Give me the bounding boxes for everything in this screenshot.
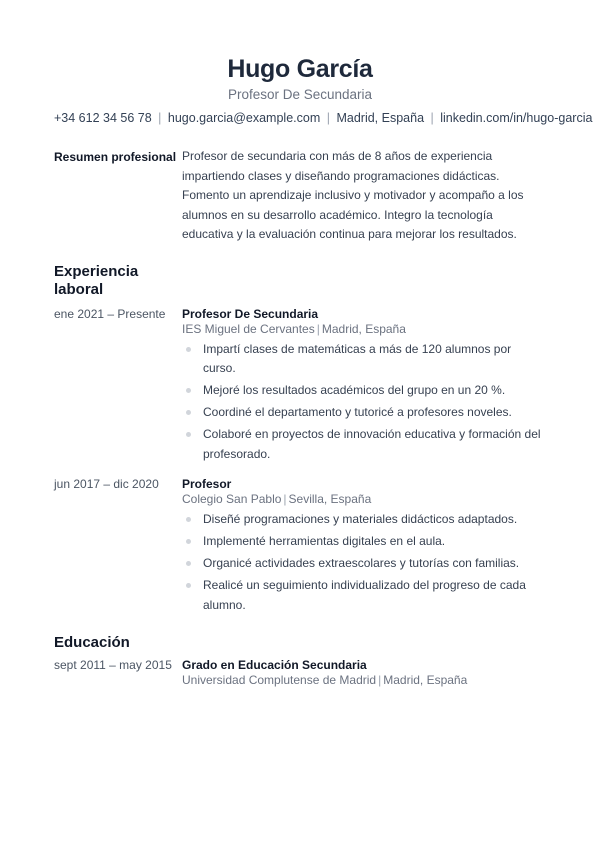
org-separator: | (283, 491, 287, 506)
contact-linkedin[interactable]: linkedin.com/in/hugo-garcia (440, 111, 593, 125)
job-entry (54, 307, 546, 467)
job-title: Profesor De Secundaria (182, 306, 319, 321)
list-item (182, 403, 546, 423)
bullet-text: Implementé herramientas digitales en el aula. (203, 533, 446, 548)
job-organization (182, 322, 546, 337)
bullet-text: Diseñé programaciones y materiales didácticos adaptados. (203, 511, 518, 526)
contact-separator: | (430, 111, 434, 125)
bullet-icon (186, 583, 191, 588)
job-dates: ene 2021 – Presente (54, 306, 166, 321)
job-bullets (182, 510, 546, 615)
candidate-name: Hugo García (227, 55, 373, 83)
experience-section-title: Experiencia laboral (54, 262, 139, 298)
bullet-icon (186, 517, 191, 522)
bullet-icon (186, 347, 191, 352)
job-location: Madrid, España (321, 321, 406, 336)
list-item (182, 554, 546, 574)
institution-location: Madrid, España (383, 673, 468, 688)
bullet-text: Coordiné el departamento y tutoricé a profesores noveles. (203, 405, 512, 420)
job-entry (54, 477, 546, 618)
list-item (182, 510, 546, 530)
summary-label: Resumen profesional (54, 150, 177, 164)
bullet-text: Organicé actividades extraescolares y tutorías con familias. (203, 556, 520, 571)
job-org-name: Colegio San Pablo (182, 491, 282, 506)
contact-phone: +34 612 34 56 78 (54, 111, 152, 125)
education-entry (54, 658, 546, 688)
candidate-role: Profesor De Secundaria (227, 87, 373, 102)
job-bullets (182, 340, 546, 465)
degree-title: Grado en Educación Secundaria (182, 658, 367, 673)
summary-text: Profesor de secundaria con más de 8 años de experiencia impartiendo clases y diseñando programaciones didácticas. Fomento un aprendizaje inclusivo y motivador y acompaño a los alumnos en su desarrollo académico. Integro la tecnología educativa y la evaluación continua para mejorar los resultados. (182, 149, 524, 241)
list-item (182, 381, 546, 401)
list-item (182, 532, 546, 552)
job-organization (182, 492, 546, 507)
job-location: Sevilla, España (288, 491, 372, 506)
contact-line (54, 109, 593, 127)
bullet-text: Impartí clases de matemáticas a más de 120 alumnos por curso. (203, 341, 512, 375)
job-dates: jun 2017 – dic 2020 (54, 476, 159, 491)
job-org-name: IES Miguel de Cervantes (182, 321, 315, 336)
education-dates: sept 2011 – may 2015 (54, 658, 172, 673)
summary-section (54, 147, 546, 245)
institution-name: Universidad Complutense de Madrid (182, 673, 377, 688)
contact-separator: | (326, 111, 330, 125)
bullet-icon (186, 410, 191, 415)
bullet-icon (186, 561, 191, 566)
job-title: Profesor (182, 476, 232, 491)
contact-location: Madrid, España (336, 111, 425, 125)
list-item (182, 340, 546, 379)
list-item (182, 576, 546, 615)
bullet-text: Realicé un seguimiento individualizado del progreso de cada alumno. (203, 578, 526, 612)
bullet-text: Mejoré los resultados académicos del grupo en un 20 %. (203, 383, 506, 398)
list-item (182, 425, 546, 464)
education-section-title: Educación (54, 633, 130, 651)
bullet-icon (186, 539, 191, 544)
bullet-text: Colaboré en proyectos de innovación educativa y formación del profesorado. (203, 427, 541, 461)
resume-header (54, 0, 593, 127)
bullet-icon (186, 388, 191, 393)
org-separator: | (316, 321, 320, 336)
org-separator: | (378, 673, 382, 688)
contact-email[interactable]: hugo.garcia@example.com (167, 111, 321, 125)
bullet-icon (186, 432, 191, 437)
education-institution (182, 673, 546, 688)
contact-separator: | (158, 111, 162, 125)
